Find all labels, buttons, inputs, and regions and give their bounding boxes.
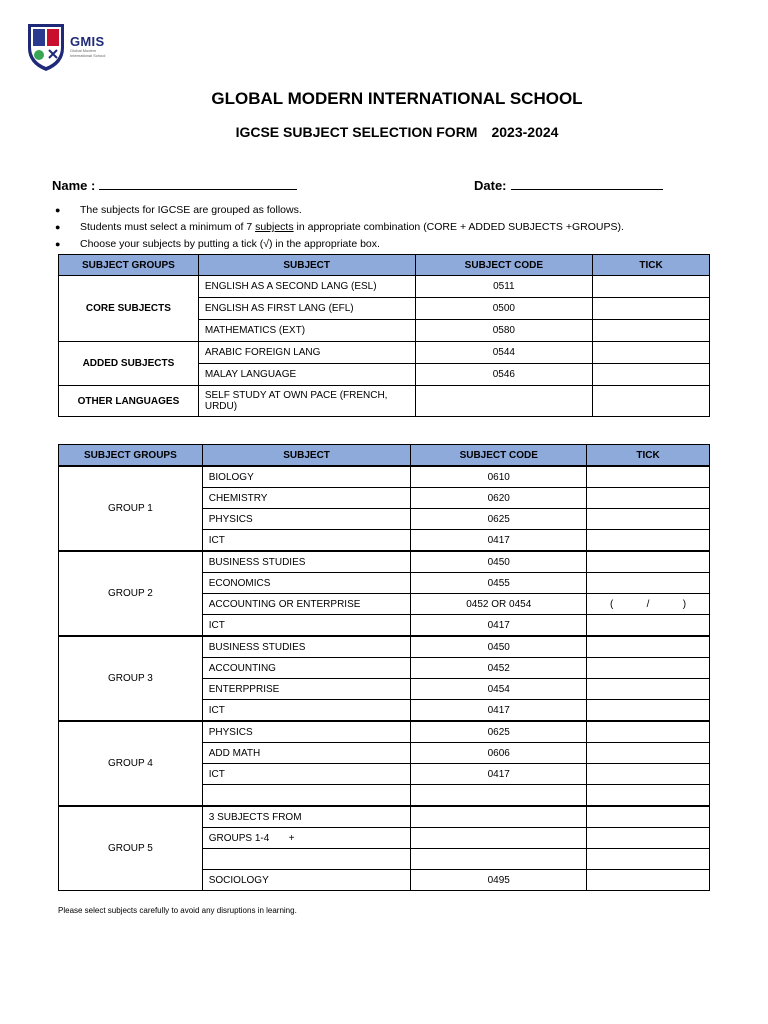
subject-cell: MALAY LANGUAGE xyxy=(198,364,415,386)
logo-wordmark: GMIS xyxy=(70,34,105,49)
subject-cell: PHYSICS xyxy=(202,721,411,743)
header-subject-groups: SUBJECT GROUPS xyxy=(59,255,199,276)
tick-box[interactable] xyxy=(593,320,710,342)
subject-cell: BUSINESS STUDIES xyxy=(202,636,411,658)
subject-cell: SOCIOLOGY xyxy=(202,870,411,891)
tick-box[interactable] xyxy=(593,342,710,364)
code-cell: 0450 xyxy=(411,636,587,658)
table-header-row xyxy=(59,445,710,467)
tick-box[interactable] xyxy=(587,806,710,828)
code-cell: 0606 xyxy=(411,743,587,764)
subject-cell: BUSINESS STUDIES xyxy=(202,551,411,573)
tick-box[interactable] xyxy=(587,636,710,658)
tick-box[interactable] xyxy=(587,530,710,552)
subject-cell: ARABIC FOREIGN LANG xyxy=(198,342,415,364)
name-label: Name : xyxy=(52,178,96,193)
code-cell: 0625 xyxy=(411,721,587,743)
header-subject-code: SUBJECT CODE xyxy=(415,255,593,276)
table-header-row xyxy=(59,255,710,276)
instruction-item xyxy=(55,203,624,220)
header-subject-code: SUBJECT CODE xyxy=(411,445,587,467)
form-title xyxy=(0,124,768,140)
code-cell: 0511 xyxy=(415,276,593,298)
tick-box[interactable] xyxy=(587,488,710,509)
group-label-added: ADDED SUBJECTS xyxy=(59,342,199,386)
header-subject: SUBJECT xyxy=(202,445,411,467)
code-cell: 0417 xyxy=(411,530,587,552)
table-row xyxy=(59,721,710,743)
subject-cell: PHYSICS xyxy=(202,509,411,530)
code-cell: 0455 xyxy=(411,573,587,594)
code-cell xyxy=(415,386,593,417)
name-input-line[interactable] xyxy=(99,177,297,190)
subject-cell: ENTERPPRISE xyxy=(202,679,411,700)
school-title: GLOBAL MODERN INTERNATIONAL SCHOOL xyxy=(211,89,583,108)
code-cell: 0450 xyxy=(411,551,587,573)
table-row xyxy=(59,466,710,488)
group-label-5: GROUP 5 xyxy=(59,806,203,891)
subject-cell: ICT xyxy=(202,530,411,552)
date-field[interactable] xyxy=(474,177,663,193)
name-field[interactable] xyxy=(52,177,297,193)
instruction-text: Students must select a minimum of 7 xyxy=(80,221,256,233)
code-cell: 0500 xyxy=(415,298,593,320)
header-tick: TICK xyxy=(587,445,710,467)
tick-choice-box[interactable]: ( / ) xyxy=(587,594,710,615)
subject-cell: 3 SUBJECTS FROM xyxy=(202,806,411,828)
tick-box[interactable] xyxy=(587,615,710,637)
tick-box[interactable] xyxy=(587,743,710,764)
tick-box[interactable] xyxy=(587,764,710,785)
table-row xyxy=(59,276,710,298)
tick-box[interactable] xyxy=(593,298,710,320)
code-cell: 0610 xyxy=(411,466,587,488)
table-row xyxy=(59,806,710,828)
subject-cell: SELF STUDY AT OWN PACE (FRENCH, URDU) xyxy=(198,386,415,417)
subject-cell: ECONOMICS xyxy=(202,573,411,594)
bullet-icon: ● xyxy=(55,222,61,232)
group-label-core: CORE SUBJECTS xyxy=(59,276,199,342)
subject-cell: ENGLISH AS A SECOND LANG (ESL) xyxy=(198,276,415,298)
table-row xyxy=(59,342,710,364)
tick-box[interactable] xyxy=(587,870,710,891)
code-cell: 0544 xyxy=(415,342,593,364)
subject-cell xyxy=(202,849,411,870)
tick-box[interactable] xyxy=(587,849,710,870)
header-tick: TICK xyxy=(593,255,710,276)
tick-box[interactable] xyxy=(593,276,710,298)
code-cell xyxy=(411,785,587,807)
tick-box[interactable] xyxy=(587,551,710,573)
subject-cell: ACCOUNTING OR ENTERPRISE xyxy=(202,594,411,615)
subject-cell: MATHEMATICS (EXT) xyxy=(198,320,415,342)
code-cell: 0417 xyxy=(411,700,587,722)
tick-box[interactable] xyxy=(587,658,710,679)
table-row xyxy=(59,386,710,417)
table-row xyxy=(59,636,710,658)
header-subject: SUBJECT xyxy=(198,255,415,276)
tick-box[interactable] xyxy=(587,700,710,722)
code-cell: 0625 xyxy=(411,509,587,530)
tick-box[interactable] xyxy=(587,466,710,488)
subject-cell: ICT xyxy=(202,764,411,785)
instruction-item xyxy=(55,237,624,254)
table-row xyxy=(59,551,710,573)
subject-cell: CHEMISTRY xyxy=(202,488,411,509)
group-label-1: GROUP 1 xyxy=(59,466,203,551)
form-year: 2023-2024 xyxy=(491,124,559,140)
code-cell: 0454 xyxy=(411,679,587,700)
header-subject-groups: SUBJECT GROUPS xyxy=(59,445,203,467)
bullet-icon: ● xyxy=(55,239,61,249)
footnote: Please select subjects carefully to avoid any disruptions in learning. xyxy=(58,906,297,915)
code-cell: 0417 xyxy=(411,615,587,637)
instruction-text: in appropriate combination (CORE + ADDED SUBJECTS +GROUPS). xyxy=(293,221,624,233)
code-cell: 0452 OR 0454 xyxy=(411,594,587,615)
group-label-3: GROUP 3 xyxy=(59,636,203,721)
tick-box[interactable] xyxy=(587,828,710,849)
code-cell xyxy=(411,806,587,828)
form-title-text: IGCSE SUBJECT SELECTION FORM xyxy=(235,124,478,140)
tick-box[interactable] xyxy=(587,679,710,700)
subject-cell: ENGLISH AS FIRST LANG (EFL) xyxy=(198,298,415,320)
subject-cell xyxy=(202,785,411,807)
subject-cell: ICT xyxy=(202,700,411,722)
instruction-text: Choose your subjects by putting a tick (√) in the appropriate box. xyxy=(80,238,380,250)
tick-box[interactable] xyxy=(587,509,710,530)
code-cell: 0546 xyxy=(415,364,593,386)
subject-cell: ACCOUNTING xyxy=(202,658,411,679)
tick-box[interactable] xyxy=(593,364,710,386)
logo-subtext: Global Modern International School xyxy=(70,48,106,58)
subject-cell: GROUPS 1-4 + xyxy=(202,828,411,849)
code-cell xyxy=(411,828,587,849)
code-cell: 0452 xyxy=(411,658,587,679)
tick-box[interactable] xyxy=(587,785,710,807)
group-subjects-table xyxy=(58,444,710,891)
core-subjects-table xyxy=(58,254,710,417)
subject-cell: BIOLOGY xyxy=(202,466,411,488)
code-cell: 0495 xyxy=(411,870,587,891)
date-input-line[interactable] xyxy=(511,177,663,190)
code-cell: 0580 xyxy=(415,320,593,342)
subject-cell: ADD MATH xyxy=(202,743,411,764)
instruction-underlined-word: subjects xyxy=(255,221,294,233)
tick-box[interactable] xyxy=(587,721,710,743)
date-label: Date: xyxy=(474,178,507,193)
tick-box[interactable] xyxy=(587,573,710,594)
group-label-other: OTHER LANGUAGES xyxy=(59,386,199,417)
bullet-icon: ● xyxy=(55,205,61,215)
tick-box[interactable] xyxy=(593,386,710,417)
code-cell xyxy=(411,849,587,870)
instructions-list xyxy=(55,203,624,254)
code-cell: 0620 xyxy=(411,488,587,509)
code-cell: 0417 xyxy=(411,764,587,785)
group-label-4: GROUP 4 xyxy=(59,721,203,806)
instruction-item xyxy=(55,220,624,237)
subject-cell: ICT xyxy=(202,615,411,637)
group-label-2: GROUP 2 xyxy=(59,551,203,636)
instruction-text: The subjects for IGCSE are grouped as follows. xyxy=(80,204,302,216)
